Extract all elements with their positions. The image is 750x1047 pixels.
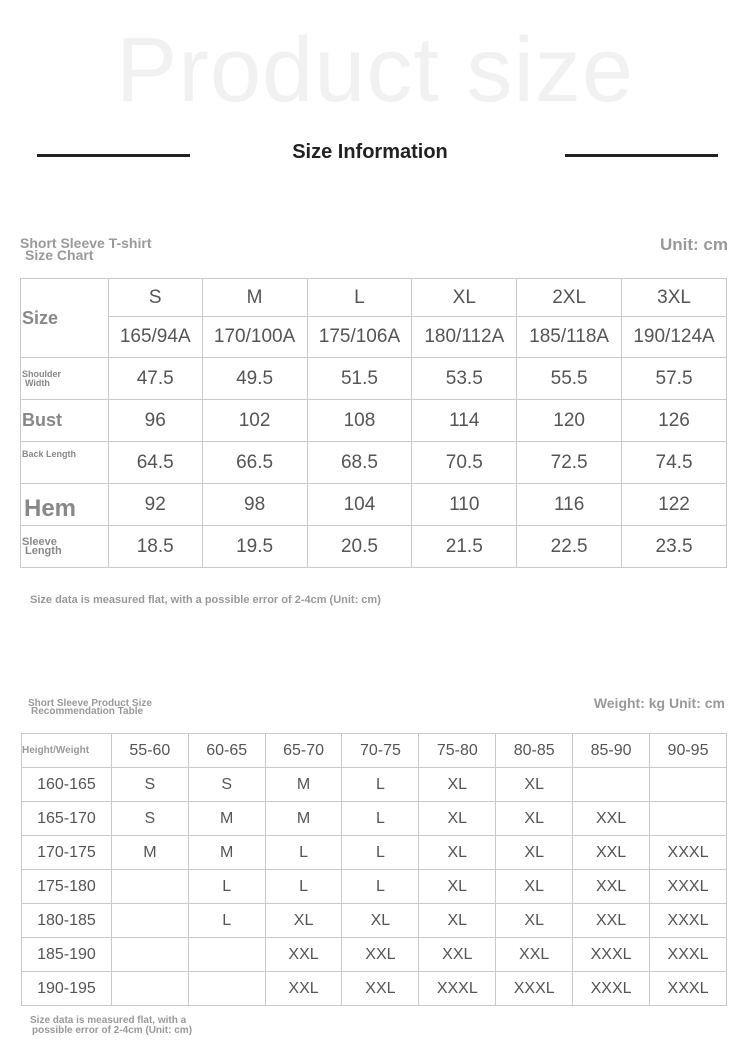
value-cell: 110 bbox=[412, 484, 517, 526]
size-cell bbox=[111, 904, 188, 938]
size-cell: XL bbox=[496, 802, 573, 836]
size-cell: M bbox=[188, 802, 265, 836]
size-cell: XL bbox=[419, 802, 496, 836]
size-chart-table bbox=[20, 278, 727, 568]
value-cell: 20.5 bbox=[307, 526, 412, 568]
watermark-title: Product size bbox=[115, 19, 635, 121]
size-cell: L bbox=[342, 836, 419, 870]
size-cell: XXXL bbox=[650, 904, 727, 938]
code-cell: 180/112A bbox=[412, 317, 517, 358]
height-cell: 180-185 bbox=[22, 904, 112, 938]
recommendation-title-line1: Short Sleeve Product Size bbox=[28, 698, 152, 709]
row-label-sleeve bbox=[21, 526, 109, 568]
size-cell: XL bbox=[342, 904, 419, 938]
value-cell: 51.5 bbox=[307, 358, 412, 400]
size-cell: L bbox=[342, 802, 419, 836]
recommendation-unit: Weight: kg Unit: cm bbox=[593, 695, 725, 711]
table-row bbox=[21, 484, 727, 526]
table-row bbox=[22, 768, 727, 802]
table-row bbox=[21, 317, 727, 358]
size-cell: 2XL bbox=[517, 279, 622, 317]
value-cell: 122 bbox=[622, 484, 727, 526]
divider-right bbox=[565, 154, 718, 157]
size-cell: L bbox=[342, 768, 419, 802]
size-cell: XXXL bbox=[650, 972, 727, 1006]
size-cell: 3XL bbox=[622, 279, 727, 317]
size-cell: XXL bbox=[342, 938, 419, 972]
size-cell: M bbox=[265, 802, 342, 836]
code-cell: 170/100A bbox=[202, 317, 307, 358]
table-row bbox=[21, 526, 727, 568]
recommendation-title-line2: Recommendation Table bbox=[31, 706, 144, 717]
size-cell: S bbox=[111, 768, 188, 802]
value-cell: 120 bbox=[517, 400, 622, 442]
weight-header: 70-75 bbox=[342, 734, 419, 768]
height-weight-corner: Height/Weight bbox=[22, 734, 112, 768]
size-cell bbox=[650, 802, 727, 836]
table-row bbox=[21, 358, 727, 400]
size-cell: XXL bbox=[573, 904, 650, 938]
height-cell: 160-165 bbox=[22, 768, 112, 802]
code-cell: 190/124A bbox=[622, 317, 727, 358]
value-cell: 72.5 bbox=[517, 442, 622, 484]
section-title: Size Information bbox=[292, 141, 448, 163]
size-cell: XXXL bbox=[573, 972, 650, 1006]
value-cell: 57.5 bbox=[622, 358, 727, 400]
size-cell: XL bbox=[496, 768, 573, 802]
size-cell bbox=[111, 870, 188, 904]
table-row bbox=[22, 938, 727, 972]
size-label: Size bbox=[21, 279, 109, 358]
table-row bbox=[22, 870, 727, 904]
table-row bbox=[22, 836, 727, 870]
row-label-bust: Bust bbox=[21, 400, 109, 442]
table-row bbox=[22, 904, 727, 938]
size-cell: XL bbox=[419, 836, 496, 870]
weight-header: 90-95 bbox=[650, 734, 727, 768]
code-cell: 175/106A bbox=[307, 317, 412, 358]
weight-header: 85-90 bbox=[573, 734, 650, 768]
value-cell: 23.5 bbox=[622, 526, 727, 568]
value-cell: 98 bbox=[202, 484, 307, 526]
size-cell: M bbox=[111, 836, 188, 870]
size-cell: S bbox=[188, 768, 265, 802]
value-cell: 19.5 bbox=[202, 526, 307, 568]
size-cell: M bbox=[202, 279, 307, 317]
value-cell: 53.5 bbox=[412, 358, 517, 400]
size-chart-title-line2: Size Chart bbox=[25, 247, 94, 263]
weight-header: 60-65 bbox=[188, 734, 265, 768]
divider-left bbox=[37, 154, 190, 157]
height-cell: 190-195 bbox=[22, 972, 112, 1006]
size-cell: XXL bbox=[496, 938, 573, 972]
size-cell: L bbox=[307, 279, 412, 317]
recommendation-note-line1: Size data is measured flat, with a bbox=[30, 1015, 187, 1026]
table-row bbox=[22, 734, 727, 768]
value-cell: 74.5 bbox=[622, 442, 727, 484]
size-cell: XL bbox=[419, 870, 496, 904]
row-label-line1: Sleeve bbox=[22, 535, 57, 548]
size-cell: XXXL bbox=[573, 938, 650, 972]
size-cell: XXXL bbox=[419, 972, 496, 1006]
value-cell: 55.5 bbox=[517, 358, 622, 400]
size-cell: XL bbox=[265, 904, 342, 938]
size-cell: M bbox=[188, 836, 265, 870]
row-label-line1: Shoulder bbox=[22, 368, 62, 379]
value-cell: 66.5 bbox=[202, 442, 307, 484]
size-cell: L bbox=[188, 870, 265, 904]
weight-header: 55-60 bbox=[111, 734, 188, 768]
table-row bbox=[22, 972, 727, 1006]
size-cell: XXXL bbox=[496, 972, 573, 1006]
weight-header: 65-70 bbox=[265, 734, 342, 768]
size-chart-title bbox=[20, 237, 151, 261]
size-cell: XL bbox=[419, 904, 496, 938]
size-cell: S bbox=[108, 279, 202, 317]
size-cell: XL bbox=[496, 836, 573, 870]
size-chart-note: Size data is measured flat, with a possible error of 2-4cm (Unit: cm) bbox=[30, 594, 381, 606]
recommendation-note-line2: possible error of 2-4cm (Unit: cm) bbox=[32, 1025, 193, 1036]
value-cell: 68.5 bbox=[307, 442, 412, 484]
size-chart-unit: Unit: cm bbox=[660, 235, 728, 254]
size-cell: XXL bbox=[265, 972, 342, 1006]
size-cell: L bbox=[342, 870, 419, 904]
height-cell: 170-175 bbox=[22, 836, 112, 870]
size-cell: L bbox=[265, 870, 342, 904]
value-cell: 21.5 bbox=[412, 526, 517, 568]
size-cell: XL bbox=[419, 768, 496, 802]
code-cell: 165/94A bbox=[108, 317, 202, 358]
row-label-hem: Hem bbox=[21, 484, 109, 526]
value-cell: 70.5 bbox=[412, 442, 517, 484]
size-chart-title-line1: Short Sleeve T-shirt bbox=[20, 235, 152, 251]
value-cell: 114 bbox=[412, 400, 517, 442]
table-row bbox=[21, 442, 727, 484]
size-cell: L bbox=[188, 904, 265, 938]
size-cell bbox=[111, 938, 188, 972]
table-row bbox=[21, 279, 727, 317]
value-cell: 49.5 bbox=[202, 358, 307, 400]
size-cell: XL bbox=[496, 904, 573, 938]
value-cell: 126 bbox=[622, 400, 727, 442]
size-cell: XXXL bbox=[650, 836, 727, 870]
height-cell: 185-190 bbox=[22, 938, 112, 972]
size-cell: M bbox=[265, 768, 342, 802]
value-cell: 22.5 bbox=[517, 526, 622, 568]
code-cell: 185/118A bbox=[517, 317, 622, 358]
size-cell: XXL bbox=[419, 938, 496, 972]
table-row bbox=[21, 400, 727, 442]
value-cell: 18.5 bbox=[108, 526, 202, 568]
size-cell: XXXL bbox=[650, 870, 727, 904]
row-label-line2: Width bbox=[25, 377, 50, 388]
size-cell bbox=[188, 938, 265, 972]
value-cell: 96 bbox=[108, 400, 202, 442]
row-label-shoulder bbox=[21, 358, 109, 400]
row-label-line2: Length bbox=[25, 544, 62, 557]
size-cell: XXL bbox=[573, 836, 650, 870]
size-cell: L bbox=[265, 836, 342, 870]
height-cell: 165-170 bbox=[22, 802, 112, 836]
size-cell: XL bbox=[412, 279, 517, 317]
recommendation-title bbox=[28, 700, 152, 716]
size-cell: S bbox=[111, 802, 188, 836]
value-cell: 108 bbox=[307, 400, 412, 442]
value-cell: 64.5 bbox=[108, 442, 202, 484]
recommendation-table bbox=[21, 733, 727, 1006]
size-cell bbox=[573, 768, 650, 802]
weight-header: 80-85 bbox=[496, 734, 573, 768]
size-cell: XXXL bbox=[650, 938, 727, 972]
size-cell: XXL bbox=[265, 938, 342, 972]
size-cell bbox=[188, 972, 265, 1006]
recommendation-note bbox=[30, 1016, 192, 1036]
size-cell: XL bbox=[496, 870, 573, 904]
value-cell: 102 bbox=[202, 400, 307, 442]
size-cell: XXL bbox=[342, 972, 419, 1006]
size-cell bbox=[111, 972, 188, 1006]
value-cell: 47.5 bbox=[108, 358, 202, 400]
table-row bbox=[22, 802, 727, 836]
size-cell: XXL bbox=[573, 802, 650, 836]
size-cell bbox=[650, 768, 727, 802]
value-cell: 116 bbox=[517, 484, 622, 526]
value-cell: 92 bbox=[108, 484, 202, 526]
size-cell: XXL bbox=[573, 870, 650, 904]
row-label-back-length: Back Length bbox=[21, 442, 109, 484]
height-cell: 175-180 bbox=[22, 870, 112, 904]
weight-header: 75-80 bbox=[419, 734, 496, 768]
value-cell: 104 bbox=[307, 484, 412, 526]
